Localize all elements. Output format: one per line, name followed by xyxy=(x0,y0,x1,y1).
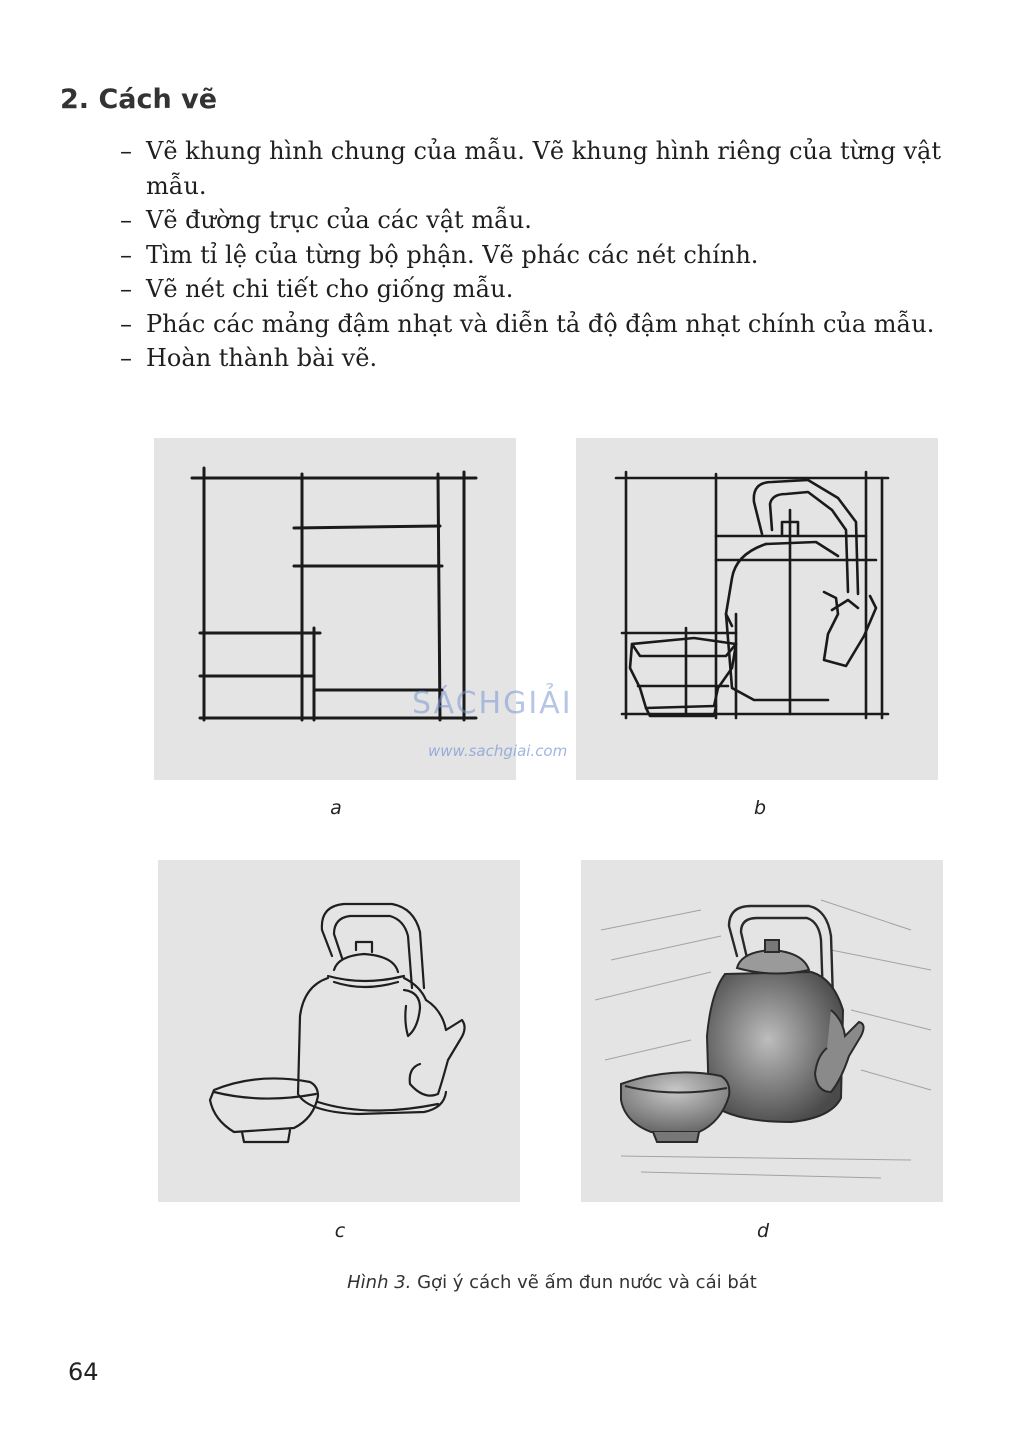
step-item: – Vẽ đường trục của các vật mẫu. xyxy=(120,206,532,234)
section-heading: 2. Cách vẽ xyxy=(60,84,218,115)
contour-sketch xyxy=(158,860,520,1202)
step-item: – Vẽ khung hình chung của mẫu. Vẽ khung hình riêng của từng vật mẫu. xyxy=(120,137,942,200)
caption-text: Gợi ý cách vẽ ấm đun nước và cái bát xyxy=(411,1272,757,1293)
caption-prefix: Hình 3. xyxy=(347,1272,412,1293)
watermark xyxy=(412,668,612,768)
watermark-brand: SÁCHGIẢI xyxy=(412,686,573,721)
panel-label-d: d xyxy=(756,1220,770,1242)
step-item: – Tìm tỉ lệ của từng bộ phận. Vẽ phác các nét chính. xyxy=(120,240,759,269)
panel-label-b: b xyxy=(753,797,767,819)
figure-panel-d xyxy=(581,860,943,1202)
step-item: – Phác các mảng đậm nhạt và diễn tả độ đậm nhạt chính của mẫu. xyxy=(120,309,935,338)
step-list xyxy=(120,134,950,376)
watermark-url: www.sachgiai.com xyxy=(428,742,568,760)
panel-label-c: c xyxy=(334,1220,346,1242)
figure-panel-b xyxy=(576,438,938,780)
figure-panel-c xyxy=(158,860,520,1202)
figure-caption xyxy=(0,1272,1024,1293)
page-number: 64 xyxy=(68,1358,99,1386)
shaded-sketch xyxy=(581,860,943,1202)
step-item: – Hoàn thành bài vẽ. xyxy=(120,344,378,372)
step-item: – Vẽ nét chi tiết cho giống mẫu. xyxy=(120,275,514,303)
axis-sketch xyxy=(576,438,938,780)
panel-label-a: a xyxy=(330,797,342,819)
